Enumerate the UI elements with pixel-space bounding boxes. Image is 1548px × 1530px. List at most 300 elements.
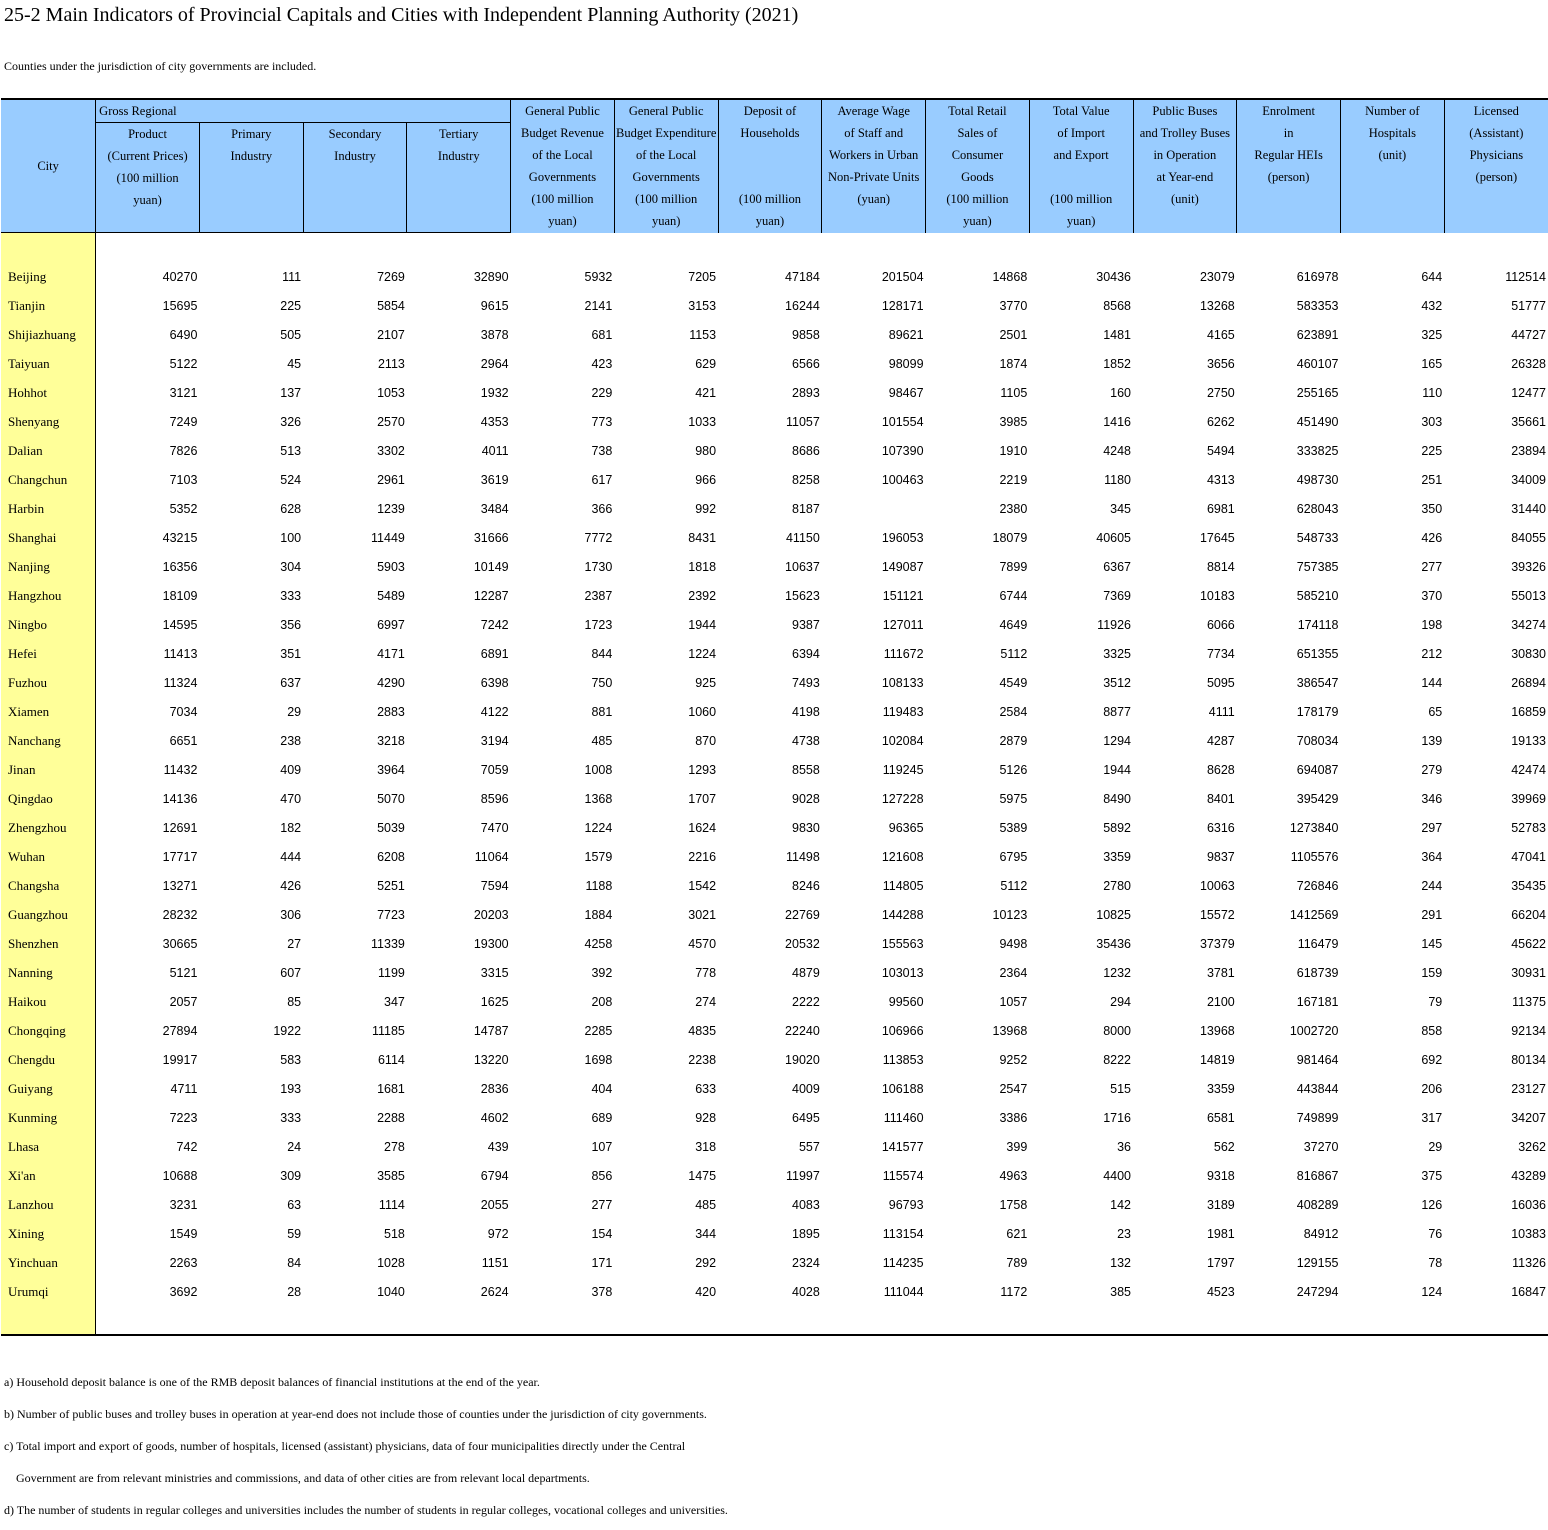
value-cell: 11375 [1512,994,1546,1009]
value-cell: 178179 [1296,704,1339,719]
value-cell: 4523 [1206,1284,1235,1299]
value-cell: 2285 [584,1023,613,1038]
value-cell: 274 [695,994,717,1009]
value-cell: 13968 [992,1023,1028,1038]
value-cell: 100463 [881,472,924,487]
value-cell: 18079 [992,530,1028,545]
value-cell: 3121 [169,385,198,400]
value-cell: 8596 [480,791,509,806]
header-line: Number of [1365,104,1420,118]
value-cell: 1758 [999,1197,1028,1212]
city-name: Fuzhou [1,668,96,697]
value-cell: 14819 [1199,1052,1235,1067]
value-cell: 651355 [1296,646,1339,661]
value-cell: 19917 [162,1052,198,1067]
value-cell: 4248 [1103,443,1132,458]
value-cell: 2324 [792,1255,820,1270]
value-cell: 51777 [1511,298,1546,313]
value-cell: 35436 [1096,936,1132,951]
value-cell: 4009 [792,1081,820,1096]
value-cell: 306 [280,907,302,922]
header-line: (person) [1267,170,1310,184]
header-line: (100 million [531,192,594,206]
value-cell: 1542 [688,878,717,893]
value-cell: 351 [280,646,302,661]
value-cell: 155563 [881,936,924,951]
city-name: Guiyang [1,1074,96,1103]
value-cell: 692 [1421,1052,1443,1067]
value-cell: 8628 [1206,762,1235,777]
value-cell: 31666 [473,530,509,545]
empty-cell [1340,1306,1444,1335]
header-line [1030,166,1133,188]
value-cell: 2570 [377,414,405,429]
value-cell: 2624 [480,1284,509,1299]
value-cell: 498730 [1296,472,1339,487]
city-name: Shenyang [1,407,96,436]
value-cell: 1180 [1104,472,1132,487]
city-name: Yinchuan [1,1248,96,1277]
value-cell: 2288 [377,1110,405,1125]
empty-cell [303,1306,407,1335]
value-cell: 22769 [785,907,820,922]
value-cell: 5932 [584,269,613,284]
value-cell: 2380 [999,501,1028,516]
value-cell: 92134 [1511,1023,1546,1038]
value-cell: 378 [591,1284,613,1299]
value-cell: 1057 [999,994,1028,1009]
value-cell: 392 [591,965,613,980]
value-cell: 4879 [792,965,820,980]
city-cell [1,233,96,263]
value-cell: 8490 [1103,791,1132,806]
value-cell: 1412569 [1289,907,1339,922]
empty-cell [718,233,822,263]
value-cell: 96365 [888,820,924,835]
value-cell: 4171 [377,646,405,661]
value-cell: 174118 [1297,617,1339,632]
value-cell: 201504 [881,269,924,284]
value-cell: 350 [1421,501,1443,516]
value-cell: 16036 [1511,1197,1546,1212]
value-cell: 607 [280,965,302,980]
empty-cell [1444,1306,1548,1335]
header-line: yuan) [548,214,577,228]
value-cell: 30931 [1511,965,1546,980]
empty-cell [1029,233,1133,263]
empty-cell [718,1306,822,1335]
value-cell: 29 [1428,1139,1443,1154]
value-cell: 160 [1110,385,1132,400]
value-cell: 5892 [1103,820,1132,835]
value-cell: 142 [1110,1197,1132,1212]
header-line: Tertiary [439,127,479,141]
value-cell: 196053 [881,530,924,545]
value-cell: 3386 [999,1110,1028,1125]
value-cell: 326 [280,414,302,429]
value-cell: 128171 [881,298,924,313]
value-cell: 24 [287,1139,302,1154]
value-cell: 10688 [162,1168,198,1183]
value-cell: 11449 [371,530,405,545]
value-cell: 881 [591,704,613,719]
value-cell: 432 [1421,298,1443,313]
value-cell: 1002720 [1289,1023,1339,1038]
table-row [1,1219,1548,1248]
value-cell: 3770 [999,298,1028,313]
value-cell: 66204 [1511,907,1546,922]
value-cell: 3218 [377,733,405,748]
value-cell: 5095 [1206,675,1235,690]
value-cell: 1232 [1103,965,1132,980]
value-cell: 980 [695,443,717,458]
city-name: Tianjin [1,291,96,320]
value-cell: 628043 [1296,501,1339,516]
value-cell: 1368 [584,791,613,806]
header-line: (100 million [116,171,179,185]
value-cell: 297 [1421,820,1443,835]
empty-cell [614,1306,718,1335]
value-cell: 4570 [688,936,717,951]
value-cell: 5112 [1000,646,1028,661]
value-cell: 23127 [1511,1081,1546,1096]
header-line: Budget Expenditure [616,126,717,140]
value-cell: 773 [591,414,613,429]
value-cell: 3359 [1206,1081,1235,1096]
value-cell: 694087 [1296,762,1339,777]
value-cell: 309 [280,1168,302,1183]
value-cell: 451490 [1296,414,1339,429]
value-cell: 113853 [882,1052,924,1067]
value-cell: 16356 [162,559,198,574]
city-name: Harbin [1,494,96,523]
city-cell [1,1306,96,1335]
value-cell: 294 [1110,994,1132,1009]
value-cell: 562 [1213,1139,1235,1154]
value-cell: 981464 [1296,1052,1339,1067]
header-line: Licensed [1473,104,1519,118]
value-cell: 2501 [999,327,1028,342]
value-cell: 844 [591,646,613,661]
value-cell: 141577 [881,1139,924,1154]
value-cell: 115574 [882,1168,924,1183]
value-cell: 3692 [169,1284,198,1299]
header-line: Primary [231,127,272,141]
value-cell: 1922 [273,1023,302,1038]
value-cell: 99560 [888,994,924,1009]
value-cell: 386547 [1296,675,1339,690]
value-cell: 11432 [163,762,198,777]
value-cell: 992 [695,501,717,516]
value-cell: 43215 [162,530,198,545]
value-cell: 870 [695,733,717,748]
city-name: Hangzhou [1,581,96,610]
value-cell: 4083 [792,1197,820,1212]
value-cell: 5854 [377,298,405,313]
header-line: (yuan) [857,192,890,206]
value-cell: 13268 [1199,298,1235,313]
value-cell: 1105 [1000,385,1028,400]
value-cell: 856 [591,1168,613,1183]
value-cell: 8246 [792,878,820,893]
header-deposit [718,99,822,233]
value-cell: 1188 [585,878,613,893]
value-cell: 116479 [1297,936,1339,951]
value-cell: 346 [1421,791,1443,806]
value-cell: 2219 [999,472,1028,487]
value-cell: 126 [1421,1197,1443,1212]
value-cell: 145 [1421,936,1443,951]
header-line: Consumer [951,148,1004,162]
value-cell: 1105576 [1290,849,1339,864]
value-cell: 364 [1421,849,1443,864]
value-cell: 159 [1421,965,1443,980]
value-cell: 13220 [473,1052,509,1067]
value-cell: 127011 [882,617,924,632]
header-line: yuan) [755,214,785,228]
value-cell: 6794 [480,1168,509,1183]
header-line: of the Local [532,148,593,162]
value-cell: 11326 [1512,1255,1546,1270]
header-line: Average Wage [837,104,910,118]
value-cell: 277 [591,1197,613,1212]
empty-cell [822,1306,926,1335]
value-cell: 460107 [1296,356,1339,371]
city-name: Nanning [1,958,96,987]
table-row [1,900,1548,929]
value-cell: 139 [1421,733,1443,748]
value-cell: 10637 [785,559,820,574]
value-cell: 6490 [169,327,198,342]
value-cell: 114235 [882,1255,924,1270]
value-cell: 39326 [1511,559,1546,574]
value-cell: 4711 [170,1081,198,1096]
value-cell: 154 [591,1226,613,1241]
city-name: Lhasa [1,1132,96,1161]
value-cell: 3194 [480,733,509,748]
value-cell: 2055 [480,1197,509,1212]
header-line: Public Buses [1152,104,1218,118]
header-line: Physicians [1469,148,1524,162]
value-cell: 7034 [169,704,198,719]
value-cell: 972 [487,1226,509,1241]
header-line: Budget Revenue [520,126,604,140]
header-line: (100 million [946,192,1009,206]
value-cell: 1151 [481,1255,509,1270]
value-cell: 277 [1421,559,1443,574]
value-cell: 11339 [371,936,405,951]
value-cell: 40605 [1096,530,1132,545]
value-cell: 16859 [1511,704,1546,719]
value-cell: 557 [798,1139,820,1154]
value-cell: 5039 [377,820,405,835]
value-cell: 928 [695,1110,717,1125]
value-cell: 1273840 [1289,820,1339,835]
value-cell: 278 [384,1139,405,1154]
value-cell: 12287 [473,588,509,603]
value-cell: 144 [1421,675,1443,690]
header-line: (100 million [738,192,802,206]
value-cell: 19133 [1511,733,1546,748]
footnote-b: b) Number of public buses and trolley buses in operation at year-end does not include those of counties under the jurisdiction of city governments. [4,1407,707,1421]
value-cell: 208 [591,994,613,1009]
city-name: Qingdao [1,784,96,813]
value-cell: 1852 [1103,356,1132,371]
page-title: 25-2 Main Indicators of Provincial Capitals and Cities with Independent Planning Authority (2021) [4,4,799,26]
header-physicians [1444,99,1548,233]
value-cell: 41150 [785,530,820,545]
value-cell: 3302 [377,443,405,458]
city-name: Urumqi [1,1277,96,1306]
value-cell: 27894 [162,1023,198,1038]
value-cell: 1060 [688,704,717,719]
city-name: Xining [1,1219,96,1248]
value-cell: 8877 [1103,704,1132,719]
value-cell: 1481 [1103,327,1132,342]
city-name: Kunming [1,1103,96,1132]
value-cell: 2584 [999,704,1028,719]
value-cell: 616978 [1296,269,1339,284]
value-cell: 1294 [1103,733,1132,748]
value-cell: 11185 [371,1023,405,1038]
value-cell: 637 [280,675,302,690]
value-cell: 7772 [584,530,613,545]
header-trade [1029,99,1133,233]
value-cell: 7826 [169,443,198,458]
value-cell: 443844 [1296,1081,1339,1096]
value-cell: 16244 [785,298,820,313]
value-cell: 2392 [688,588,717,603]
value-cell: 6316 [1206,820,1235,835]
value-cell: 681 [591,327,613,342]
empty-cell [96,1306,200,1335]
city-name: Xi'an [1,1161,96,1190]
value-cell: 98467 [888,385,924,400]
value-cell: 4963 [999,1168,1028,1183]
value-cell: 966 [695,472,717,487]
city-name: Shijiazhuang [1,320,96,349]
value-cell: 4122 [480,704,509,719]
value-cell: 43289 [1511,1168,1546,1183]
value-cell: 32890 [473,269,509,284]
spacer-row [1,1306,1548,1335]
table-row [1,581,1548,610]
empty-cell [199,233,303,263]
header-line: Sales of [957,126,998,140]
value-cell: 583353 [1296,298,1339,313]
value-cell: 3619 [480,472,509,487]
city-name: Lanzhou [1,1190,96,1219]
empty-cell [407,233,511,263]
value-cell: 505 [280,327,302,342]
value-cell: 16847 [1511,1284,1546,1299]
value-cell: 3262 [1518,1139,1546,1154]
value-cell: 110 [1422,385,1443,400]
value-cell: 633 [695,1081,717,1096]
value-cell: 10063 [1199,878,1235,893]
value-cell: 6208 [377,849,405,864]
table-row [1,784,1548,813]
value-cell: 1549 [169,1226,198,1241]
value-cell: 23079 [1199,269,1235,284]
value-cell: 6891 [480,646,509,661]
value-cell: 1053 [377,385,405,400]
table-row [1,987,1548,1016]
value-cell: 585210 [1296,588,1339,603]
city-name: Ningbo [1,610,96,639]
value-cell: 18109 [162,588,198,603]
value-cell: 1730 [584,559,613,574]
value-cell: 3315 [480,965,509,980]
value-cell [822,494,926,523]
empty-cell [96,233,200,263]
header-enrolment [1237,99,1341,233]
empty-cell [511,233,615,263]
value-cell: 4111 [1208,704,1235,719]
city-name: Shanghai [1,523,96,552]
value-cell: 318 [695,1139,717,1154]
city-name: Zhengzhou [1,813,96,842]
value-cell: 925 [695,675,717,690]
value-cell: 6566 [792,356,820,371]
footnote-c: c) Total import and export of goods, number of hospitals, licensed (assistant) physicians, data of four municipalities directly under the Central [4,1439,686,1453]
header-line: Total Retail [948,104,1007,118]
value-cell: 165 [1421,356,1443,371]
value-cell: 119245 [882,762,924,777]
value-cell: 14595 [162,617,198,632]
header-line: (unit) [1378,148,1407,162]
header-line: of the Local [636,148,697,162]
header-line: General Public [628,104,704,118]
value-cell: 89621 [888,327,924,342]
value-cell: 3985 [999,414,1028,429]
value-cell: 4165 [1206,327,1235,342]
table-row [1,1190,1548,1219]
value-cell: 7734 [1206,646,1235,661]
page-subtitle: Counties under the jurisdiction of city governments are included. [4,59,317,73]
value-cell: 749899 [1296,1110,1339,1125]
value-cell: 1028 [377,1255,405,1270]
footnote-a: a) Household deposit balance is one of the RMB deposit balances of financial institutions at the end of the year. [4,1375,540,1389]
header-line: Industry [437,149,480,163]
value-cell: 6367 [1103,559,1132,574]
value-cell: 5126 [999,762,1028,777]
value-cell: 1624 [688,820,717,835]
header-line: (unit) [1170,192,1199,206]
empty-cell [822,233,926,263]
value-cell: 439 [487,1139,509,1154]
value-cell: 103013 [881,965,924,980]
value-cell: 1224 [584,820,613,835]
value-cell: 3656 [1206,356,1235,371]
value-cell: 621 [1006,1226,1028,1241]
value-cell: 303 [1421,414,1443,429]
header-line: Deposit of [743,104,797,118]
empty-cell [407,1306,511,1335]
value-cell: 1625 [480,994,509,1009]
value-cell: 40270 [162,269,198,284]
value-cell: 524 [280,472,302,487]
value-cell: 55013 [1511,588,1546,603]
value-cell: 3359 [1103,849,1132,864]
header-expenditure [614,99,718,233]
empty-cell [926,1306,1030,1335]
value-cell: 5494 [1206,443,1235,458]
table-row [1,668,1548,697]
value-cell: 1818 [688,559,717,574]
value-cell: 2961 [377,472,405,487]
value-cell: 4011 [481,443,509,458]
